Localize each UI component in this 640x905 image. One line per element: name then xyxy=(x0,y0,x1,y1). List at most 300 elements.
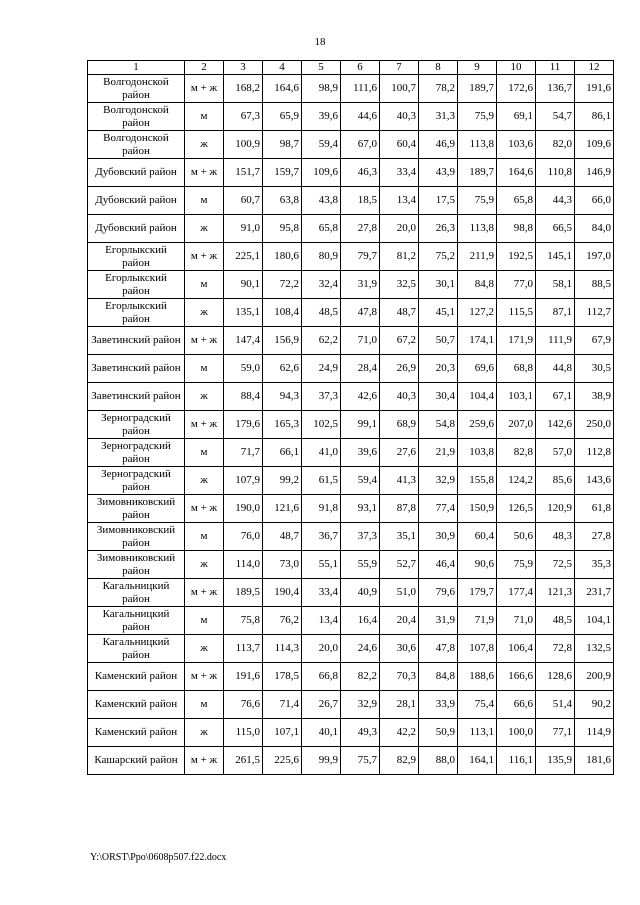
district-cell: Каменский район xyxy=(88,719,185,747)
table-row xyxy=(88,299,614,327)
value-cell: 114,9 xyxy=(575,719,614,747)
value-cell: 75,8 xyxy=(224,607,263,635)
value-cell: 62,2 xyxy=(302,327,341,355)
value-cell: 200,9 xyxy=(575,663,614,691)
sex-cell: м + ж xyxy=(185,579,224,607)
value-cell: 82,0 xyxy=(536,131,575,159)
table-row xyxy=(88,243,614,271)
value-cell: 197,0 xyxy=(575,243,614,271)
value-cell: 135,1 xyxy=(224,299,263,327)
sex-cell: м xyxy=(185,607,224,635)
header-row xyxy=(88,61,614,75)
value-cell: 145,1 xyxy=(536,243,575,271)
table-row xyxy=(88,523,614,551)
value-cell: 88,5 xyxy=(575,271,614,299)
district-cell: Дубовский район xyxy=(88,187,185,215)
value-cell: 87,1 xyxy=(536,299,575,327)
sex-cell: м + ж xyxy=(185,75,224,103)
value-cell: 31,3 xyxy=(419,103,458,131)
table-row xyxy=(88,439,614,467)
value-cell: 71,9 xyxy=(458,607,497,635)
value-cell: 88,4 xyxy=(224,383,263,411)
value-cell: 114,3 xyxy=(263,635,302,663)
value-cell: 62,6 xyxy=(263,355,302,383)
value-cell: 66,8 xyxy=(302,663,341,691)
value-cell: 68,9 xyxy=(380,411,419,439)
value-cell: 48,7 xyxy=(380,299,419,327)
value-cell: 181,6 xyxy=(575,747,614,775)
sex-cell: м + ж xyxy=(185,243,224,271)
value-cell: 90,1 xyxy=(224,271,263,299)
value-cell: 231,7 xyxy=(575,579,614,607)
value-cell: 86,1 xyxy=(575,103,614,131)
value-cell: 90,2 xyxy=(575,691,614,719)
value-cell: 35,1 xyxy=(380,523,419,551)
value-cell: 26,7 xyxy=(302,691,341,719)
value-cell: 47,8 xyxy=(419,635,458,663)
value-cell: 259,6 xyxy=(458,411,497,439)
value-cell: 41,0 xyxy=(302,439,341,467)
district-cell: Зерноградский район xyxy=(88,439,185,467)
value-cell: 98,9 xyxy=(302,75,341,103)
value-cell: 20,3 xyxy=(419,355,458,383)
table-row xyxy=(88,411,614,439)
value-cell: 59,4 xyxy=(341,467,380,495)
value-cell: 79,7 xyxy=(341,243,380,271)
value-cell: 26,3 xyxy=(419,215,458,243)
value-cell: 91,8 xyxy=(302,495,341,523)
sex-cell: м + ж xyxy=(185,495,224,523)
value-cell: 121,6 xyxy=(263,495,302,523)
column-header: 11 xyxy=(536,61,575,75)
district-cell: Дубовский район xyxy=(88,215,185,243)
value-cell: 225,6 xyxy=(263,747,302,775)
value-cell: 250,0 xyxy=(575,411,614,439)
value-cell: 189,5 xyxy=(224,579,263,607)
value-cell: 189,7 xyxy=(458,75,497,103)
table-row xyxy=(88,495,614,523)
value-cell: 115,5 xyxy=(497,299,536,327)
value-cell: 17,5 xyxy=(419,187,458,215)
sex-cell: м xyxy=(185,271,224,299)
value-cell: 164,6 xyxy=(263,75,302,103)
value-cell: 24,9 xyxy=(302,355,341,383)
value-cell: 75,4 xyxy=(458,691,497,719)
district-cell: Волгодонской район xyxy=(88,75,185,103)
district-cell: Зимовниковский район xyxy=(88,551,185,579)
table-row xyxy=(88,579,614,607)
value-cell: 100,0 xyxy=(497,719,536,747)
value-cell: 180,6 xyxy=(263,243,302,271)
value-cell: 20,4 xyxy=(380,607,419,635)
value-cell: 128,6 xyxy=(536,663,575,691)
table-row xyxy=(88,691,614,719)
value-cell: 143,6 xyxy=(575,467,614,495)
district-cell: Кагальницкий район xyxy=(88,607,185,635)
value-cell: 110,8 xyxy=(536,159,575,187)
value-cell: 192,5 xyxy=(497,243,536,271)
sex-cell: ж xyxy=(185,299,224,327)
value-cell: 100,7 xyxy=(380,75,419,103)
value-cell: 93,1 xyxy=(341,495,380,523)
value-cell: 61,8 xyxy=(575,495,614,523)
value-cell: 95,8 xyxy=(263,215,302,243)
district-cell: Зерноградский район xyxy=(88,467,185,495)
table-row xyxy=(88,215,614,243)
value-cell: 48,7 xyxy=(263,523,302,551)
value-cell: 98,8 xyxy=(497,215,536,243)
value-cell: 112,8 xyxy=(575,439,614,467)
value-cell: 57,0 xyxy=(536,439,575,467)
value-cell: 90,6 xyxy=(458,551,497,579)
value-cell: 104,1 xyxy=(575,607,614,635)
value-cell: 42,6 xyxy=(341,383,380,411)
value-cell: 55,9 xyxy=(341,551,380,579)
value-cell: 27,8 xyxy=(575,523,614,551)
value-cell: 121,3 xyxy=(536,579,575,607)
value-cell: 79,6 xyxy=(419,579,458,607)
value-cell: 99,1 xyxy=(341,411,380,439)
sex-cell: м xyxy=(185,439,224,467)
value-cell: 32,5 xyxy=(380,271,419,299)
value-cell: 188,6 xyxy=(458,663,497,691)
value-cell: 47,8 xyxy=(341,299,380,327)
value-cell: 71,7 xyxy=(224,439,263,467)
value-cell: 73,0 xyxy=(263,551,302,579)
column-header: 7 xyxy=(380,61,419,75)
value-cell: 31,9 xyxy=(341,271,380,299)
value-cell: 52,7 xyxy=(380,551,419,579)
value-cell: 32,9 xyxy=(341,691,380,719)
value-cell: 76,2 xyxy=(263,607,302,635)
district-cell: Заветинский район xyxy=(88,327,185,355)
value-cell: 68,8 xyxy=(497,355,536,383)
value-cell: 77,1 xyxy=(536,719,575,747)
district-cell: Зерноградский район xyxy=(88,411,185,439)
district-cell: Кагальницкий район xyxy=(88,579,185,607)
value-cell: 67,1 xyxy=(536,383,575,411)
table-row xyxy=(88,663,614,691)
value-cell: 13,4 xyxy=(302,607,341,635)
value-cell: 33,4 xyxy=(380,159,419,187)
value-cell: 99,2 xyxy=(263,467,302,495)
district-cell: Каменский район xyxy=(88,663,185,691)
value-cell: 40,9 xyxy=(341,579,380,607)
value-cell: 172,6 xyxy=(497,75,536,103)
value-cell: 42,2 xyxy=(380,719,419,747)
value-cell: 78,2 xyxy=(419,75,458,103)
value-cell: 99,9 xyxy=(302,747,341,775)
sex-cell: м + ж xyxy=(185,327,224,355)
value-cell: 32,9 xyxy=(419,467,458,495)
value-cell: 43,9 xyxy=(419,159,458,187)
value-cell: 24,6 xyxy=(341,635,380,663)
value-cell: 150,9 xyxy=(458,495,497,523)
table-row xyxy=(88,635,614,663)
value-cell: 164,1 xyxy=(458,747,497,775)
value-cell: 44,8 xyxy=(536,355,575,383)
column-header: 9 xyxy=(458,61,497,75)
page-number: 18 xyxy=(314,36,326,48)
table-row xyxy=(88,607,614,635)
sex-cell: ж xyxy=(185,215,224,243)
sex-cell: м xyxy=(185,355,224,383)
value-cell: 225,1 xyxy=(224,243,263,271)
file-path-footer: Y:\ORST\Ppo\0608p507.f22.docx xyxy=(90,852,227,863)
value-cell: 20,0 xyxy=(380,215,419,243)
sex-cell: м + ж xyxy=(185,411,224,439)
value-cell: 72,8 xyxy=(536,635,575,663)
value-cell: 76,6 xyxy=(224,691,263,719)
table-row xyxy=(88,327,614,355)
value-cell: 28,1 xyxy=(380,691,419,719)
table-row xyxy=(88,383,614,411)
value-cell: 51,0 xyxy=(380,579,419,607)
value-cell: 46,9 xyxy=(419,131,458,159)
value-cell: 132,5 xyxy=(575,635,614,663)
value-cell: 113,8 xyxy=(458,131,497,159)
value-cell: 84,0 xyxy=(575,215,614,243)
value-cell: 126,5 xyxy=(497,495,536,523)
value-cell: 65,9 xyxy=(263,103,302,131)
value-cell: 33,9 xyxy=(419,691,458,719)
value-cell: 33,4 xyxy=(302,579,341,607)
value-cell: 71,0 xyxy=(497,607,536,635)
value-cell: 21,9 xyxy=(419,439,458,467)
value-cell: 69,1 xyxy=(497,103,536,131)
value-cell: 30,6 xyxy=(380,635,419,663)
table-row xyxy=(88,719,614,747)
column-header: 8 xyxy=(419,61,458,75)
value-cell: 81,2 xyxy=(380,243,419,271)
district-cell: Егорлыкский район xyxy=(88,299,185,327)
value-cell: 30,5 xyxy=(575,355,614,383)
table-row xyxy=(88,355,614,383)
value-cell: 179,7 xyxy=(458,579,497,607)
value-cell: 109,6 xyxy=(575,131,614,159)
table-row xyxy=(88,551,614,579)
value-cell: 111,9 xyxy=(536,327,575,355)
value-cell: 151,7 xyxy=(224,159,263,187)
value-cell: 50,6 xyxy=(497,523,536,551)
column-header: 4 xyxy=(263,61,302,75)
value-cell: 109,6 xyxy=(302,159,341,187)
value-cell: 37,3 xyxy=(341,523,380,551)
value-cell: 18,5 xyxy=(341,187,380,215)
value-cell: 44,3 xyxy=(536,187,575,215)
table-row xyxy=(88,467,614,495)
value-cell: 60,7 xyxy=(224,187,263,215)
value-cell: 67,0 xyxy=(341,131,380,159)
district-cell: Зимовниковский район xyxy=(88,495,185,523)
sex-cell: м + ж xyxy=(185,159,224,187)
value-cell: 40,3 xyxy=(380,103,419,131)
value-cell: 66,6 xyxy=(497,691,536,719)
value-cell: 124,2 xyxy=(497,467,536,495)
sex-cell: м xyxy=(185,187,224,215)
value-cell: 38,9 xyxy=(575,383,614,411)
value-cell: 67,9 xyxy=(575,327,614,355)
value-cell: 49,3 xyxy=(341,719,380,747)
value-cell: 54,7 xyxy=(536,103,575,131)
value-cell: 69,6 xyxy=(458,355,497,383)
value-cell: 63,8 xyxy=(263,187,302,215)
column-header: 2 xyxy=(185,61,224,75)
value-cell: 72,2 xyxy=(263,271,302,299)
value-cell: 120,9 xyxy=(536,495,575,523)
value-cell: 116,1 xyxy=(497,747,536,775)
value-cell: 190,4 xyxy=(263,579,302,607)
value-cell: 67,2 xyxy=(380,327,419,355)
value-cell: 37,3 xyxy=(302,383,341,411)
value-cell: 88,0 xyxy=(419,747,458,775)
value-cell: 91,0 xyxy=(224,215,263,243)
value-cell: 77,0 xyxy=(497,271,536,299)
value-cell: 43,8 xyxy=(302,187,341,215)
value-cell: 178,5 xyxy=(263,663,302,691)
district-cell: Дубовский район xyxy=(88,159,185,187)
value-cell: 190,0 xyxy=(224,495,263,523)
value-cell: 66,5 xyxy=(536,215,575,243)
value-cell: 165,3 xyxy=(263,411,302,439)
sex-cell: м + ж xyxy=(185,747,224,775)
district-cell: Заветинский район xyxy=(88,383,185,411)
value-cell: 75,9 xyxy=(458,103,497,131)
value-cell: 179,6 xyxy=(224,411,263,439)
value-cell: 113,7 xyxy=(224,635,263,663)
value-cell: 31,9 xyxy=(419,607,458,635)
value-cell: 94,3 xyxy=(263,383,302,411)
table-row xyxy=(88,271,614,299)
value-cell: 108,4 xyxy=(263,299,302,327)
value-cell: 82,8 xyxy=(497,439,536,467)
value-cell: 71,0 xyxy=(341,327,380,355)
district-cell: Егорлыкский район xyxy=(88,243,185,271)
district-cell: Волгодонской район xyxy=(88,103,185,131)
column-header: 5 xyxy=(302,61,341,75)
value-cell: 70,3 xyxy=(380,663,419,691)
value-cell: 48,5 xyxy=(536,607,575,635)
value-cell: 54,8 xyxy=(419,411,458,439)
value-cell: 261,5 xyxy=(224,747,263,775)
value-cell: 82,9 xyxy=(380,747,419,775)
value-cell: 30,4 xyxy=(419,383,458,411)
value-cell: 75,2 xyxy=(419,243,458,271)
value-cell: 58,1 xyxy=(536,271,575,299)
value-cell: 85,6 xyxy=(536,467,575,495)
value-cell: 159,7 xyxy=(263,159,302,187)
value-cell: 211,9 xyxy=(458,243,497,271)
value-cell: 59,4 xyxy=(302,131,341,159)
district-cell: Заветинский район xyxy=(88,355,185,383)
value-cell: 27,8 xyxy=(341,215,380,243)
value-cell: 146,9 xyxy=(575,159,614,187)
value-cell: 155,8 xyxy=(458,467,497,495)
value-cell: 65,8 xyxy=(302,215,341,243)
sex-cell: м + ж xyxy=(185,663,224,691)
column-header: 6 xyxy=(341,61,380,75)
value-cell: 20,0 xyxy=(302,635,341,663)
value-cell: 28,4 xyxy=(341,355,380,383)
table-row xyxy=(88,747,614,775)
value-cell: 171,9 xyxy=(497,327,536,355)
value-cell: 87,8 xyxy=(380,495,419,523)
value-cell: 113,8 xyxy=(458,215,497,243)
value-cell: 75,9 xyxy=(497,551,536,579)
value-cell: 13,4 xyxy=(380,187,419,215)
value-cell: 71,4 xyxy=(263,691,302,719)
value-cell: 168,2 xyxy=(224,75,263,103)
value-cell: 39,6 xyxy=(341,439,380,467)
value-cell: 60,4 xyxy=(380,131,419,159)
district-cell: Волгодонской район xyxy=(88,131,185,159)
value-cell: 66,0 xyxy=(575,187,614,215)
value-cell: 67,3 xyxy=(224,103,263,131)
value-cell: 27,6 xyxy=(380,439,419,467)
value-cell: 106,4 xyxy=(497,635,536,663)
column-header: 1 xyxy=(88,61,185,75)
value-cell: 100,9 xyxy=(224,131,263,159)
value-cell: 30,1 xyxy=(419,271,458,299)
value-cell: 111,6 xyxy=(341,75,380,103)
table-row xyxy=(88,159,614,187)
data-table xyxy=(87,60,614,775)
value-cell: 77,4 xyxy=(419,495,458,523)
sex-cell: м xyxy=(185,691,224,719)
value-cell: 127,2 xyxy=(458,299,497,327)
value-cell: 191,6 xyxy=(224,663,263,691)
value-cell: 66,1 xyxy=(263,439,302,467)
value-cell: 113,1 xyxy=(458,719,497,747)
value-cell: 75,9 xyxy=(458,187,497,215)
value-cell: 103,8 xyxy=(458,439,497,467)
sex-cell: м xyxy=(185,523,224,551)
value-cell: 16,4 xyxy=(341,607,380,635)
value-cell: 112,7 xyxy=(575,299,614,327)
value-cell: 207,0 xyxy=(497,411,536,439)
value-cell: 189,7 xyxy=(458,159,497,187)
value-cell: 45,1 xyxy=(419,299,458,327)
value-cell: 72,5 xyxy=(536,551,575,579)
table-row xyxy=(88,187,614,215)
value-cell: 50,9 xyxy=(419,719,458,747)
value-cell: 55,1 xyxy=(302,551,341,579)
sex-cell: ж xyxy=(185,383,224,411)
value-cell: 59,0 xyxy=(224,355,263,383)
value-cell: 177,4 xyxy=(497,579,536,607)
value-cell: 142,6 xyxy=(536,411,575,439)
value-cell: 80,9 xyxy=(302,243,341,271)
value-cell: 107,8 xyxy=(458,635,497,663)
value-cell: 26,9 xyxy=(380,355,419,383)
value-cell: 147,4 xyxy=(224,327,263,355)
district-cell: Егорлыкский район xyxy=(88,271,185,299)
district-cell: Кашарский район xyxy=(88,747,185,775)
column-header: 3 xyxy=(224,61,263,75)
value-cell: 191,6 xyxy=(575,75,614,103)
value-cell: 84,8 xyxy=(419,663,458,691)
value-cell: 50,7 xyxy=(419,327,458,355)
value-cell: 107,9 xyxy=(224,467,263,495)
value-cell: 32,4 xyxy=(302,271,341,299)
value-cell: 166,6 xyxy=(497,663,536,691)
sex-cell: ж xyxy=(185,719,224,747)
table-row xyxy=(88,75,614,103)
value-cell: 60,4 xyxy=(458,523,497,551)
value-cell: 44,6 xyxy=(341,103,380,131)
value-cell: 30,9 xyxy=(419,523,458,551)
value-cell: 114,0 xyxy=(224,551,263,579)
